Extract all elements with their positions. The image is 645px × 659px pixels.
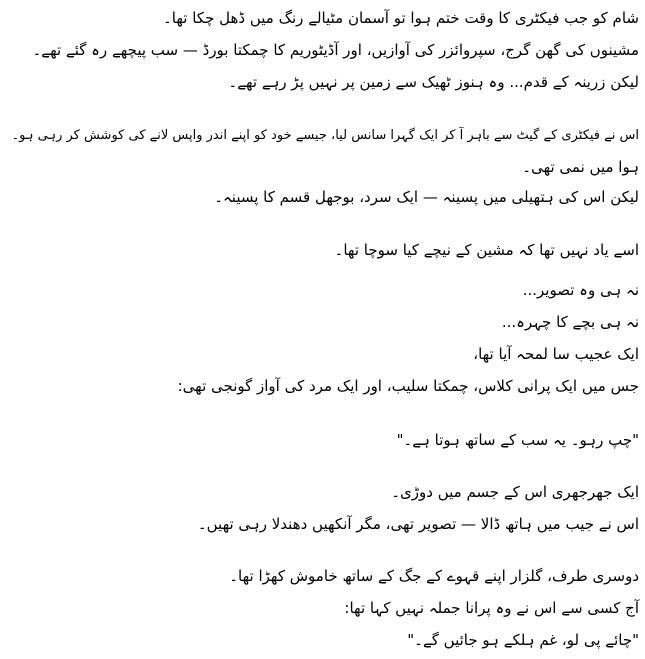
text-line: مشینوں کی گھن گرج، سپروائزر کی آوازیں، اور آڈیٹوریم کا چمکتا بورڈ — سب پیچھے رہ گئے تھے۔ (32, 41, 639, 59)
text-line: آج کسی سے اس نے وہ پرانا جملہ نہیں کہا تھا: (344, 599, 639, 617)
text-line: اس نے جیب میں ہاتھ ڈالا — تصویر تھی، مگر آنکھیں دھندلا رہی تھیں۔ (197, 515, 639, 533)
text-line: لیکن زرینہ کے قدم... وہ ہنوز ٹھیک سے زمین پر نہیں پڑ رہے تھے۔ (228, 73, 639, 91)
quote-line: "چپ رہو۔ یہ سب کے ساتھ ہوتا ہے۔" (396, 431, 639, 449)
text-line: ہوا میں نمی تھی۔ (522, 158, 639, 176)
text-line: شام کو جب فیکٹری کا وقت ختم ہوا تو آسمان مٹیالے رنگ میں ڈھل چکا تھا۔ (163, 9, 639, 27)
quote-line: "چائے پی لو، غم ہلکے ہو جائیں گے۔" (407, 631, 639, 649)
text-line: دوسری طرف، گلزار اپنے قہوے کے جگ کے ساتھ خاموش کھڑا تھا۔ (229, 567, 639, 585)
text-line: نہ ہی وہ تصویر... (522, 281, 639, 299)
text-line: اسے یاد نہیں تھا کہ مشین کے نیچے کیا سوچا تھا۔ (334, 241, 639, 259)
text-line: ایک عجیب سا لمحہ آیا تھا، (473, 345, 639, 363)
text-line: نہ ہی بچے کا چہرہ... (501, 313, 639, 331)
text-line: ایک جھرجھری اس کے جسم میں دوڑی۔ (391, 483, 639, 501)
text-line: جس میں ایک پرانی کلاس، چمکتا سلیب، اور ایک مرد کی آواز گونجی تھی: (177, 377, 639, 395)
text-line: لیکن اس کی ہتھیلی میں پسینہ — ایک سرد، بوجھل قسم کا پسینہ۔ (214, 188, 639, 206)
text-line: اس نے فیکٹری کے گیٹ سے باہر آ کر ایک گہرا سانس لیا، جیسے خود کو اپنے اندر واپس لانے کی کوشش کر رہی ہو۔ (11, 128, 639, 143)
